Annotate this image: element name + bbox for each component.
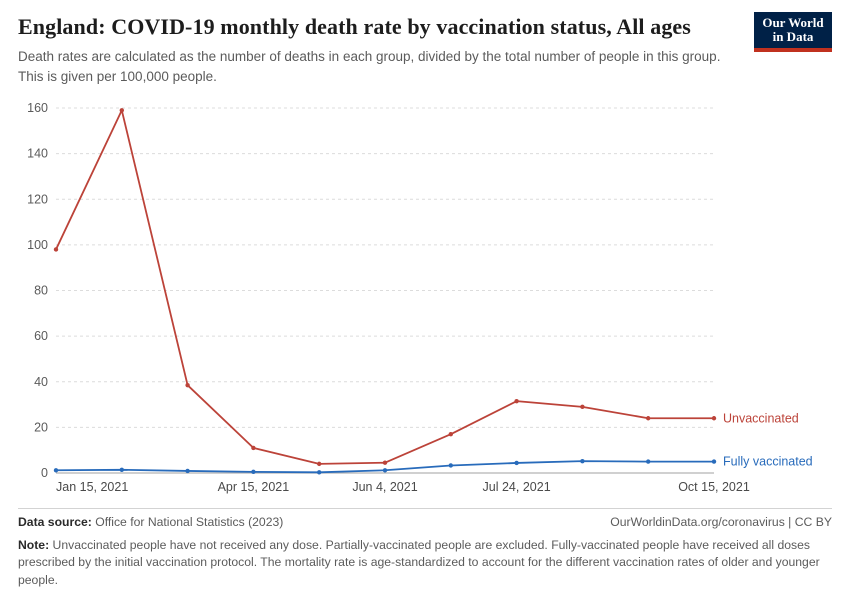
chart-header [18, 14, 832, 86]
data-point[interactable] [580, 459, 584, 463]
x-tick-label: Apr 15, 2021 [217, 479, 290, 494]
chart-footer [18, 508, 832, 589]
data-point[interactable] [185, 468, 189, 472]
data-point[interactable] [383, 460, 387, 464]
attribution-link[interactable]: OurWorldinData.org/coronavirus | CC BY [610, 515, 832, 529]
data-point[interactable] [383, 468, 387, 472]
y-tick-label: 20 [34, 420, 48, 435]
data-point[interactable] [580, 404, 584, 408]
data-point[interactable] [317, 461, 321, 465]
data-point[interactable] [646, 459, 650, 463]
x-tick-label: Jan 15, 2021 [56, 479, 129, 494]
data-point[interactable] [120, 467, 124, 471]
footer-divider [18, 508, 832, 509]
data-point[interactable] [514, 399, 518, 403]
x-tick-label: Jul 24, 2021 [482, 479, 551, 494]
data-point[interactable] [54, 247, 58, 251]
series-line[interactable] [56, 110, 714, 464]
data-source-value: Office for National Statistics (2023) [95, 515, 284, 529]
series-labels [723, 411, 813, 468]
data-point[interactable] [514, 460, 518, 464]
data-point[interactable] [317, 470, 321, 474]
y-tick-label: 0 [41, 465, 48, 480]
data-point[interactable] [251, 445, 255, 449]
chart-canvas [18, 98, 832, 503]
y-tick-label: 140 [27, 146, 48, 161]
y-axis-tick-labels [27, 101, 48, 480]
line-chart[interactable] [18, 98, 832, 503]
y-tick-label: 40 [34, 374, 48, 389]
data-point[interactable] [185, 383, 189, 387]
x-axis-tick-labels [56, 480, 750, 494]
owid-logo-line1: Our World [762, 15, 824, 30]
data-point[interactable] [646, 416, 650, 420]
y-tick-label: 100 [27, 237, 48, 252]
footer-top-row [18, 515, 832, 529]
x-tick-label: Oct 15, 2021 [678, 479, 750, 494]
data-series-group [54, 108, 716, 474]
y-tick-label: 80 [34, 283, 48, 298]
data-point[interactable] [251, 469, 255, 473]
data-source-label: Data source: [18, 515, 92, 529]
data-point[interactable] [449, 432, 453, 436]
chart-subtitle: Death rates are calculated as the number of deaths in each group, divided by the total number of people in this group. This is given per 100,000 people. [18, 49, 721, 84]
y-tick-label: 60 [34, 328, 48, 343]
chart-note [18, 537, 828, 589]
x-tick-label: Jun 4, 2021 [352, 479, 418, 494]
data-source [18, 515, 283, 529]
series-label-1[interactable]: Unvaccinated [723, 410, 799, 425]
owid-logo-line2: in Data [772, 29, 814, 45]
gridlines [56, 108, 714, 473]
data-point[interactable] [712, 459, 716, 463]
data-point[interactable] [712, 416, 716, 420]
series-label-2[interactable]: Fully vaccinated [723, 454, 813, 469]
chart-note-value: Unvaccinated people have not received any dose. Partially-vaccinated people are excluded. Fully-vaccinated people have received all doses prescribed by the initial vaccination protocol. The mortality rate is age-standardized to account for the different vaccination rates of older and younger people. [18, 538, 820, 587]
y-tick-label: 120 [27, 191, 48, 206]
y-tick-label: 160 [27, 100, 48, 115]
data-point[interactable] [449, 463, 453, 467]
owid-logo[interactable] [754, 12, 832, 52]
chart-note-label: Note: [18, 538, 50, 552]
data-point[interactable] [54, 468, 58, 472]
page-title: England: COVID-19 monthly death rate by vaccination status, All ages [18, 14, 691, 39]
data-point[interactable] [120, 108, 124, 112]
